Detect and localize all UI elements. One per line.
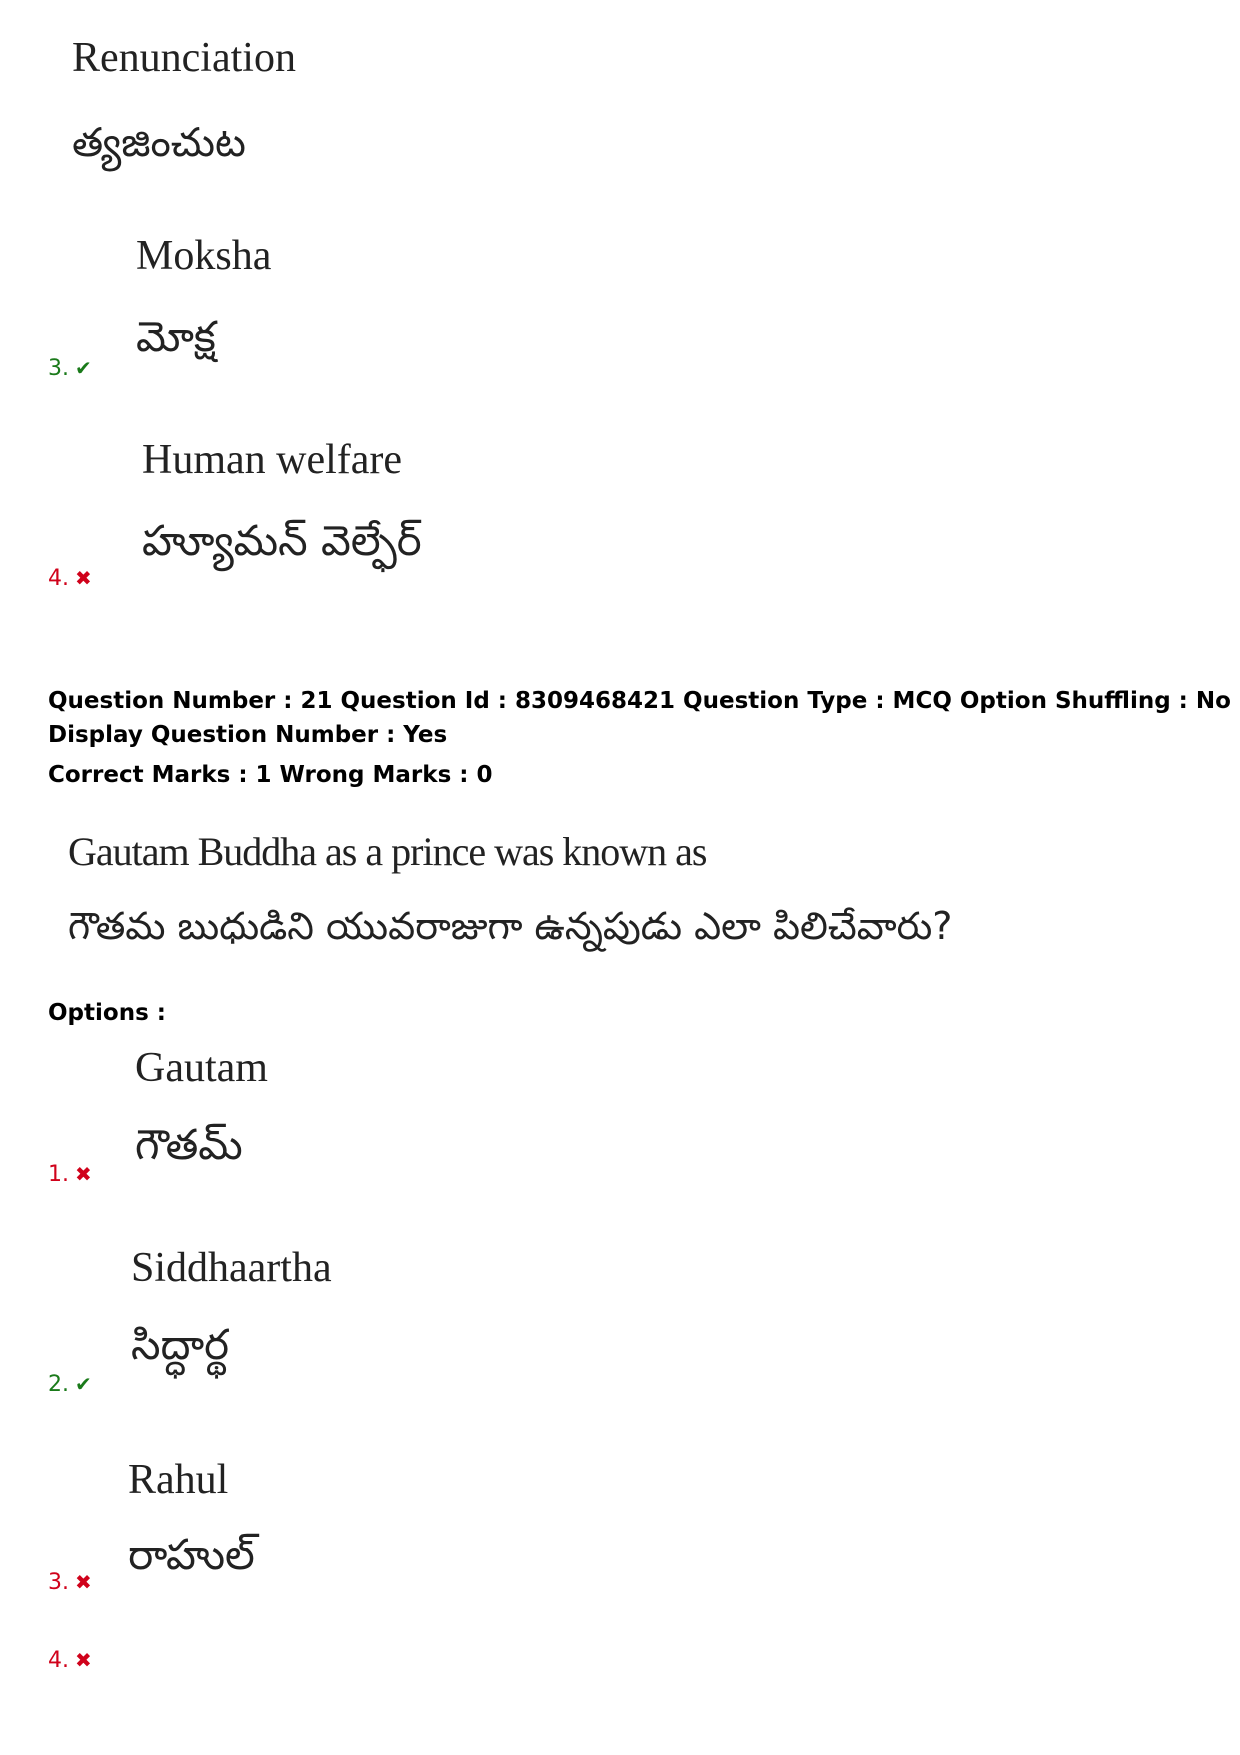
prev-option4-english: Human welfare	[142, 437, 403, 483]
option-number: 3.	[48, 1570, 69, 1595]
option-number: 3.	[48, 356, 69, 381]
cross-icon: ✖	[75, 1162, 92, 1186]
prev-option4-telugu: హ్యూమన్ వెల్ఫేర్	[142, 516, 422, 565]
cross-icon: ✖	[75, 566, 92, 590]
option-number: 1.	[48, 1162, 69, 1187]
option2-telugu: సిద్ధార్థ	[131, 1320, 230, 1369]
option1-english: Gautam	[135, 1045, 268, 1091]
prev-option3-english: Moksha	[136, 233, 272, 279]
check-icon: ✔	[75, 1372, 92, 1396]
prev-option4-number	[48, 566, 92, 591]
check-icon: ✔	[75, 356, 92, 380]
prev-option2-telugu: త్యజించుట	[72, 120, 246, 166]
option-number: 4.	[48, 566, 69, 591]
cross-icon: ✖	[75, 1648, 92, 1672]
prev-option3-telugu: మోక్ష	[136, 312, 216, 361]
option1-telugu: గౌతమ్	[135, 1120, 243, 1169]
option4-number	[48, 1648, 92, 1673]
option3-telugu: రాహుల్	[128, 1530, 255, 1579]
cross-icon: ✖	[75, 1570, 92, 1594]
question-marks: Correct Marks : 1 Wrong Marks : 0	[48, 762, 493, 788]
prev-option3-number	[48, 356, 92, 381]
prev-option2-english: Renunciation	[72, 35, 296, 81]
question-text-english: Gautam Buddha as a prince was known as	[68, 829, 707, 874]
question-meta-line2: Display Question Number : Yes	[48, 722, 448, 748]
option-number: 4.	[48, 1648, 69, 1673]
question-text-telugu: గౌతమ బుధుడిని యువరాజుగా ఉన్నపుడు ఎలా పిలిచేవారు?	[68, 904, 953, 948]
option2-number	[48, 1372, 92, 1397]
option3-english: Rahul	[128, 1457, 229, 1503]
option3-number	[48, 1570, 92, 1595]
options-label: Options :	[48, 1000, 166, 1026]
option1-number	[48, 1162, 92, 1187]
option2-english: Siddhaartha	[131, 1245, 332, 1291]
question-meta-line1: Question Number : 21 Question Id : 8309468421 Question Type : MCQ Option Shuffling : No	[48, 688, 1231, 714]
option-number: 2.	[48, 1372, 69, 1397]
